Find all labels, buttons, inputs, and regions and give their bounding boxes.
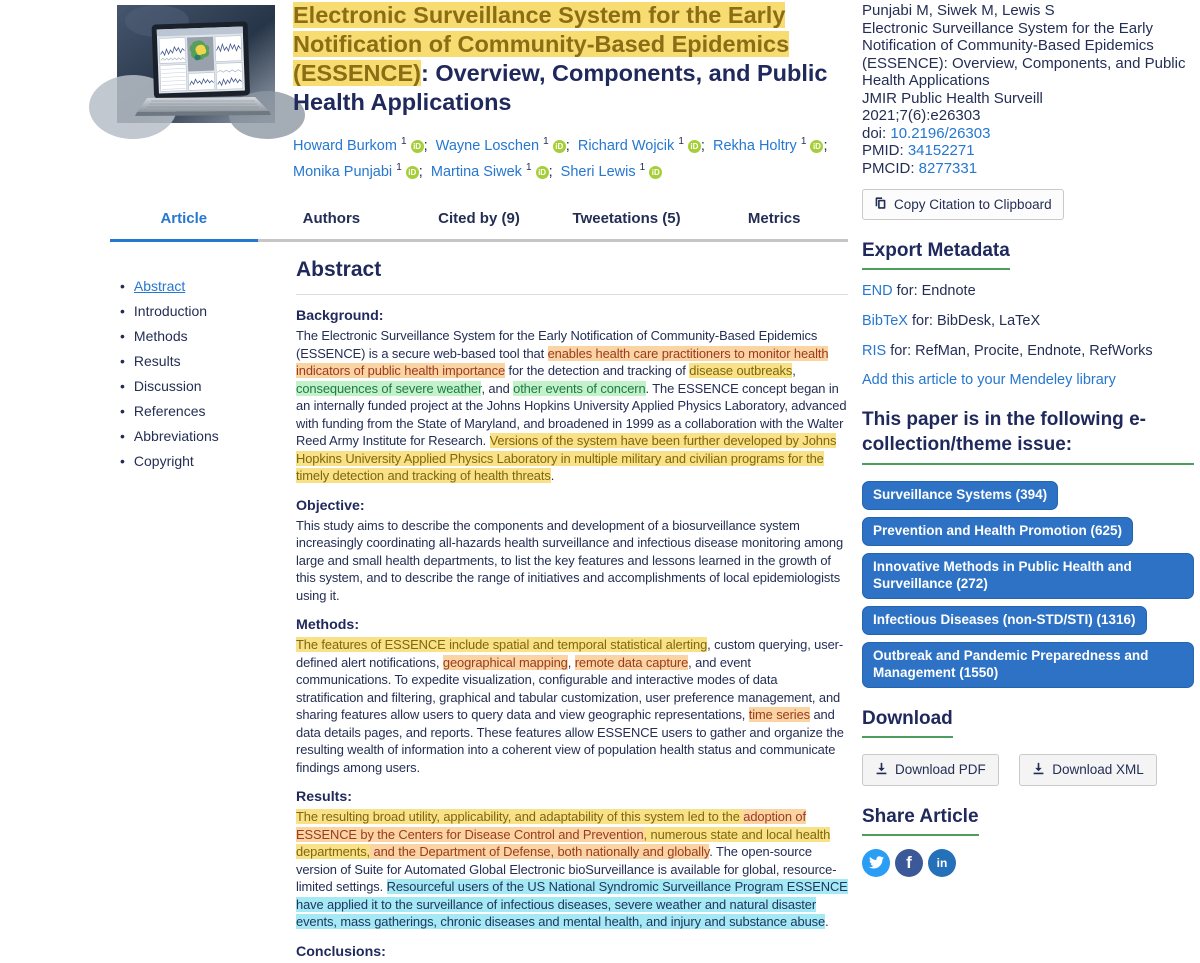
collection-button-outbreak-and-pandemic-preparedness-and-management-1550[interactable]: Outbreak and Pandemic Preparedness and Management (1550): [862, 642, 1194, 688]
abstract-body: [296, 308, 848, 960]
highlight-y: The features of ESSENCE include spatial and temporal statistical alerting: [296, 637, 708, 652]
author-link-wayne-loschen[interactable]: Wayne Loschen: [435, 137, 540, 154]
citation-doi-row: [862, 125, 1194, 143]
highlight-g: other events of concern: [513, 380, 646, 396]
text-run: , and: [481, 380, 514, 396]
export-format-link-ris[interactable]: RIS: [862, 343, 887, 359]
copy-icon: [874, 196, 887, 213]
author-affiliation: 1: [400, 136, 407, 147]
facebook-icon[interactable]: [895, 849, 923, 877]
download-xml-label: Download XML: [1052, 762, 1144, 777]
toc-item-results: [120, 353, 288, 369]
collection-list: [862, 481, 1194, 687]
author-separator: ;: [418, 163, 431, 180]
toc-item-introduction: [120, 303, 288, 319]
download-xml-button[interactable]: [1019, 754, 1157, 786]
title-highlighted-part: Electronic Surveillance System for the Early Notification of Community-Based Epidemics (ESSENCE): [293, 2, 790, 86]
author: [436, 138, 578, 154]
abstract-heading: Abstract: [296, 258, 848, 295]
export-row-ris: [862, 342, 1194, 360]
text-run: .: [550, 468, 555, 483]
toc-link-results[interactable]: Results: [133, 353, 181, 369]
orcid-icon[interactable]: iD: [649, 166, 662, 179]
right-sidebar: [862, 2, 1194, 877]
export-format-link-bibtex[interactable]: BibTeX: [862, 313, 908, 329]
author-separator: ;: [565, 137, 578, 154]
highlight-y: , numerous state and local health departments,: [296, 826, 831, 859]
text-run: This study aims to describe the components and development of a biosurveillance system increasingly coordinating all-hazards health surveillance and infectious disease monitoring among large and small health departments, to list the key features and lessons learned in the growth of this system, and to describe the range of initiatives and accomplishments of local epidemiologists using it.: [296, 517, 844, 603]
citation-pmcid-row: [862, 160, 1194, 178]
citation-issue: 2021;7(6):e26303: [862, 107, 981, 124]
section-paragraph: [296, 808, 848, 931]
text-run: , custom querying, user-defined alert notifications,: [296, 637, 844, 670]
pmid-link[interactable]: 34152271: [907, 142, 975, 159]
author-link-rekha-holtry[interactable]: Rekha Holtry: [713, 137, 797, 154]
section-paragraph: [296, 327, 848, 485]
linkedin-icon[interactable]: [928, 849, 956, 877]
export-row-bibtex: [862, 312, 1194, 330]
author: [293, 161, 431, 180]
laptop-dashboard-illustration: [117, 5, 275, 123]
toc-item-copyright: [120, 453, 288, 469]
author-list: [293, 131, 849, 183]
linkedin-glyph: in: [936, 855, 948, 870]
highlight-g: consequences of severe weather: [296, 380, 482, 396]
author-link-monika-punjabi[interactable]: Monika Punjabi: [293, 163, 393, 180]
mendeley-link[interactable]: Add this article to your Mendeley library: [862, 372, 1116, 388]
orcid-icon[interactable]: iD: [536, 166, 549, 179]
section-label-methods: Methods:: [296, 617, 360, 633]
toc-item-discussion: [120, 378, 288, 394]
article-thumbnail: [117, 5, 275, 123]
tab-article[interactable]: Article: [110, 202, 258, 242]
section-label-objective: Objective:: [296, 497, 365, 514]
author: [713, 138, 832, 154]
collections-block: [862, 408, 1194, 688]
doi-link[interactable]: 10.2196/26303: [890, 124, 991, 142]
toc-link-references[interactable]: References: [133, 403, 206, 419]
download-pdf-button[interactable]: [862, 754, 999, 786]
toc: [120, 278, 288, 478]
copy-citation-button[interactable]: [862, 189, 1064, 220]
text-run: and data details pages, and reports. These features allow ESSENCE users to gather and organize the resulting wealth of information into a coherent view of population health status and communicate findings among users.: [296, 707, 844, 775]
collections-heading: This paper is in the following e-collection/theme issue:: [862, 408, 1194, 465]
toc-link-copyright[interactable]: Copyright: [133, 453, 194, 469]
export-metadata-heading: Export Metadata: [862, 240, 1010, 270]
citation-authors: Punjabi M, Siwek M, Lewis S: [862, 2, 1055, 19]
citation-pmid-row: [862, 142, 1194, 160]
collection-button-prevention-and-health-promotion-625[interactable]: Prevention and Health Promotion (625): [862, 517, 1133, 546]
highlight-o: remote data capture: [574, 654, 689, 670]
author: [560, 161, 663, 180]
pmcid-label: PMCID:: [862, 159, 919, 177]
text-run: ,: [567, 654, 575, 670]
section-label-results: Results:: [296, 789, 352, 805]
text-run: ,: [792, 363, 796, 378]
citation: [862, 2, 1194, 177]
toc-link-methods[interactable]: Methods: [133, 328, 188, 344]
article-tabs: [110, 202, 848, 242]
highlight-o: time series: [748, 707, 810, 722]
export-metadata-block: [862, 240, 1194, 388]
download-icon: [875, 762, 888, 778]
toc-link-abbreviations[interactable]: Abbreviations: [133, 428, 219, 444]
citation-title: Electronic Surveillance System for the Early Notification of Community-Based Epidemics (ESSENCE): Overview, Components, and Public Health Applications: [862, 19, 1186, 89]
text-run: The Electronic Surveillance System for the Early Notification of Community-Based Epidemics (ESSENCE) is a secure web-based tool that: [296, 328, 818, 361]
author-affiliation: 1: [525, 161, 532, 173]
title-rest-part: : Overview, Components, and Public Health Applications: [293, 60, 828, 115]
download-icon: [1032, 762, 1045, 778]
share-block: [862, 806, 1194, 877]
text-run: for the detection and tracking of: [505, 363, 690, 378]
section-paragraph: [296, 517, 848, 605]
export-format-desc: for: Endnote: [892, 283, 976, 299]
toc-link-discussion[interactable]: Discussion: [133, 378, 202, 394]
author-separator: ;: [700, 137, 713, 154]
author-affiliation: 1: [396, 161, 402, 173]
text-run: .: [825, 914, 829, 929]
author-affiliation: 1: [543, 136, 549, 147]
tab-cited-by-9[interactable]: Cited by (9): [405, 202, 553, 242]
toc-item-abbreviations: [120, 428, 288, 444]
pmid-label: PMID:: [862, 142, 908, 159]
author-link-richard-wojcik[interactable]: Richard Wojcik: [577, 137, 675, 154]
section-paragraph: [296, 636, 848, 776]
toc-link-abstract[interactable]: Abstract: [133, 278, 186, 294]
abstract-section: [296, 258, 848, 963]
highlight-c: Resourceful users of the US National Syndromic Surveillance Program ESSENCE have applied it to the surveillance of infectious diseases, severe weather and natural disaster events, mass gatherings, chronic diseases and mental health, and injury and substance abuse: [296, 879, 848, 929]
author-separator: ;: [823, 137, 832, 154]
orcid-icon[interactable]: iD: [406, 166, 419, 179]
author-separator: ;: [423, 137, 436, 154]
citation-journal: JMIR Public Health Surveill: [862, 89, 1043, 107]
author-link-martina-siwek[interactable]: Martina Siwek: [430, 163, 522, 180]
highlight-y: Versions of the system have been further developed by Johns Hopkins University Applied Physics Laboratory in multiple military and civilian programs for the timely detection and tracking of health threats: [296, 433, 837, 483]
orcid-icon[interactable]: iD: [810, 140, 823, 153]
facebook-glyph: f: [906, 852, 912, 872]
twitter-icon[interactable]: [862, 849, 890, 877]
author: [430, 161, 561, 180]
copy-citation-label: Copy Citation to Clipboard: [894, 197, 1052, 212]
collection-button-infectious-diseases-non-std-sti-1316[interactable]: Infectious Diseases (non-STD/STI) (1316): [862, 606, 1147, 635]
page-title: [293, 1, 848, 123]
orcid-icon[interactable]: iD: [411, 140, 424, 153]
article-header: [117, 2, 848, 123]
toc-link-introduction[interactable]: Introduction: [133, 303, 208, 319]
highlight-o: enables health care practitioners to monitor health indicators of public health importance: [296, 345, 829, 378]
text-run: . The open-source version of Suite for Automated Global Electronic bioSurveillance is available for global, resource-limited settings.: [296, 844, 837, 894]
orcid-icon[interactable]: iD: [688, 140, 701, 153]
export-format-link-end[interactable]: END: [862, 283, 893, 299]
tab-tweetations-5[interactable]: Tweetations (5): [553, 202, 701, 242]
collection-button-surveillance-systems-394[interactable]: Surveillance Systems (394): [862, 481, 1058, 510]
author-link-sheri-lewis[interactable]: Sheri Lewis: [560, 163, 636, 180]
export-list: [862, 282, 1194, 360]
text-run: . The ESSENCE concept began in an internally funded project at the Johns Hopkins University Applied Physics Laboratory, advanced with funding from the State of Maryland, and broadened in 1999 as a collaboration with the Walter Reed Army Institute for Research.: [296, 380, 847, 448]
author-affiliation: 1: [678, 136, 684, 147]
highlight-o: and the Department of Defense, both nationally and globally: [370, 844, 710, 859]
share-icons: [862, 849, 1194, 877]
tab-authors[interactable]: Authors: [258, 202, 406, 242]
text-run: , and event communications. To expedite visualization, configurable and interactive modes of data stratification and filtering, graphical and tabular customization, user preference management, and sharing features allow users to query data and view geographic representations,: [296, 654, 841, 722]
doi-label: doi:: [862, 124, 891, 142]
export-row-end: [862, 282, 1194, 300]
download-buttons: [862, 754, 1194, 786]
export-format-desc: for: BibDesk, LaTeX: [907, 313, 1041, 329]
toc-item-abstract: [120, 278, 288, 294]
download-pdf-label: Download PDF: [895, 762, 986, 777]
export-format-desc: for: RefMan, Procite, Endnote, RefWorks: [886, 343, 1153, 359]
highlight-y: The resulting broad utility, applicability, and adaptability of this system led to the: [296, 809, 744, 824]
tab-metrics[interactable]: Metrics: [700, 202, 848, 242]
highlight-o: adoption of ESSENCE by the Centers for Disease Control and Prevention: [296, 809, 806, 842]
author-separator: ;: [548, 163, 561, 180]
highlight-o: geographical mapping: [442, 654, 568, 670]
highlight-y: disease outbreaks: [689, 363, 793, 378]
share-article-heading: Share Article: [862, 806, 979, 836]
toc-item-methods: [120, 328, 288, 344]
download-block: [862, 708, 1194, 786]
author-link-howard-burkom[interactable]: Howard Burkom: [293, 137, 397, 154]
pmcid-link[interactable]: 8277331: [918, 159, 978, 177]
collection-button-innovative-methods-in-public-health-and-surveillance-272[interactable]: Innovative Methods in Public Health and Surveillance (272): [862, 553, 1194, 599]
section-label-conclusions: Conclusions:: [296, 943, 386, 960]
toc-item-references: [120, 403, 288, 419]
author-affiliation: 1: [800, 136, 807, 147]
author: [578, 138, 713, 154]
orcid-icon[interactable]: iD: [553, 140, 566, 153]
author: [293, 138, 436, 154]
download-heading: Download: [862, 708, 953, 738]
section-label-background: Background:: [296, 308, 384, 324]
author-affiliation: 1: [639, 161, 646, 173]
